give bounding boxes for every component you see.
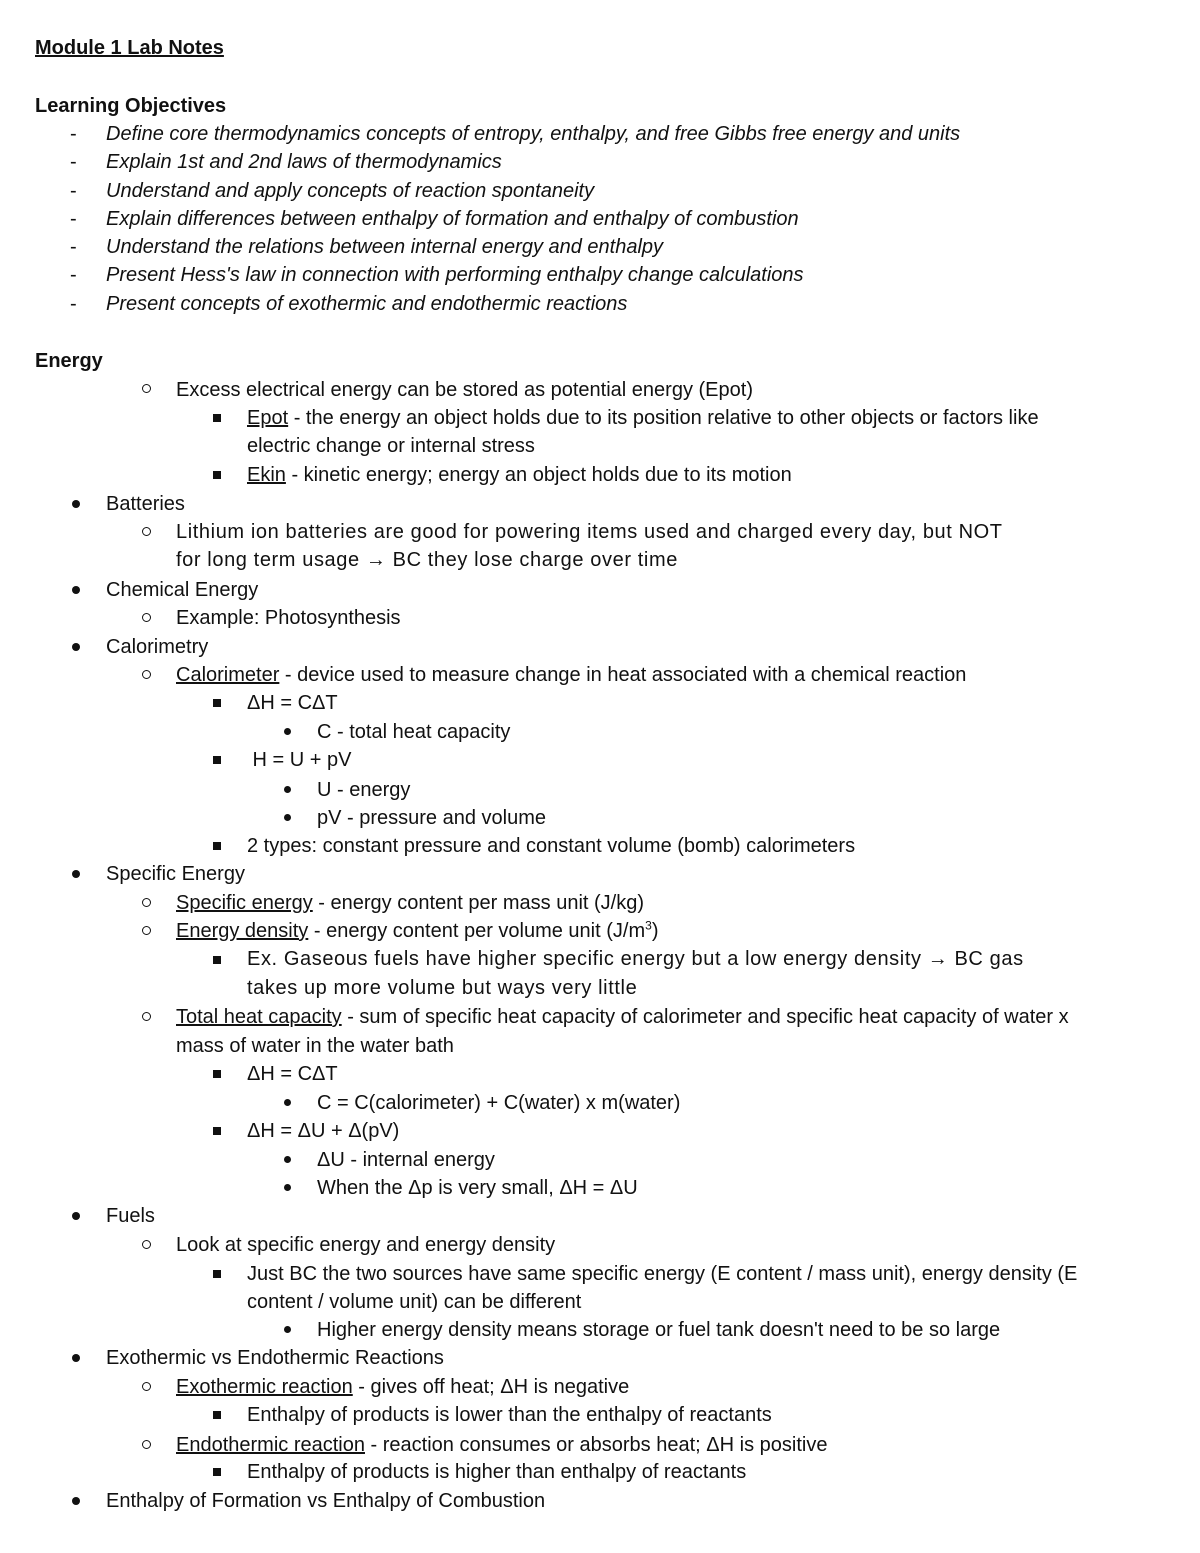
definition: - energy content per volume unit (J/m [308, 920, 646, 942]
square-bullet [213, 471, 221, 479]
hollow-bullet [142, 1240, 151, 1249]
dash-bullet: - [70, 264, 77, 286]
list-item: 2 types: constant pressure and constant volume (bomb) calorimeters [247, 835, 856, 857]
list-item [176, 1003, 1069, 1031]
square-bullet [213, 414, 221, 422]
filled-bullet [72, 1212, 80, 1220]
objective-item: Understand the relations between internal energy and enthalpy [106, 236, 664, 258]
definition: - kinetic energy; energy an object holds due to its motion [285, 464, 792, 486]
term-ekin: Ekin [247, 464, 286, 486]
list-item: Enthalpy of products is higher than enthalpy of reactants [247, 1461, 747, 1483]
hollow-bullet [142, 613, 151, 622]
definition: - device used to measure change in heat associated with a chemical reaction [279, 664, 967, 686]
term-total-heat-capacity: Total heat capacity [176, 1006, 342, 1028]
list-item: Enthalpy of Formation vs Enthalpy of Combustion [106, 1490, 546, 1512]
hollow-bullet [142, 384, 151, 393]
equation: H = U + pV [247, 749, 352, 771]
filled-bullet [72, 643, 80, 651]
dash-bullet: - [70, 180, 77, 202]
equation: ΔH = ΔU + Δ(pV) [247, 1120, 400, 1142]
filled-bullet [284, 1326, 291, 1333]
list-item: Specific Energy [106, 863, 245, 885]
list-item: Chemical Energy [106, 579, 259, 601]
list-item: Batteries [106, 493, 185, 515]
list-item-continuation: for long term usage → BC they lose charge over time [176, 549, 678, 571]
equation: ΔH = CΔT [247, 1063, 338, 1085]
list-item [247, 404, 1039, 432]
definition: - reaction consumes or absorbs heat; ΔH is positive [364, 1434, 828, 1456]
list-item-continuation: content / volume unit) can be different [247, 1291, 582, 1313]
list-item [247, 461, 792, 489]
list-item: When the Δp is very small, ΔH = ΔU [317, 1177, 638, 1199]
square-bullet [213, 1270, 221, 1278]
list-item: C - total heat capacity [317, 721, 511, 743]
list-item: pV - pressure and volume [317, 807, 547, 829]
filled-bullet [284, 1184, 291, 1191]
hollow-bullet [142, 926, 151, 935]
square-bullet [213, 1127, 221, 1135]
objective-item: Define core thermodynamics concepts of entropy, enthalpy, and free Gibbs free energy and units [106, 123, 961, 145]
list-item: Example: Photosynthesis [176, 607, 401, 629]
term-endothermic: Endothermic reaction [176, 1434, 365, 1456]
filled-bullet [72, 1497, 80, 1505]
filled-bullet [72, 870, 80, 878]
term-calorimeter: Calorimeter [176, 664, 280, 686]
list-item: ΔU - internal energy [317, 1149, 495, 1171]
list-item: Calorimetry [106, 636, 209, 658]
filled-bullet [284, 814, 291, 821]
filled-bullet [284, 786, 291, 793]
list-item: Look at specific energy and energy density [176, 1234, 556, 1256]
definition: - energy content per mass unit (J/kg) [312, 892, 644, 914]
filled-bullet [284, 728, 291, 735]
learning-objectives-heading: Learning Objectives [35, 95, 227, 117]
filled-bullet [72, 1354, 80, 1362]
list-item [176, 889, 644, 917]
list-item-continuation: mass of water in the water bath [176, 1035, 454, 1057]
dash-bullet: - [70, 293, 77, 315]
list-item: U - energy [317, 779, 411, 801]
document-title: Module 1 Lab Notes [35, 37, 224, 59]
objective-item: Present concepts of exothermic and endothermic reactions [106, 293, 628, 315]
hollow-bullet [142, 1012, 151, 1021]
objective-item: Explain 1st and 2nd laws of thermodynamics [106, 151, 502, 173]
filled-bullet [72, 500, 80, 508]
list-item: Excess electrical energy can be stored as potential energy (Epot) [176, 379, 753, 401]
list-item [176, 1373, 629, 1401]
definition: - gives off heat; ΔH is negative [352, 1376, 630, 1398]
dash-bullet: - [70, 123, 77, 145]
hollow-bullet [142, 527, 151, 536]
superscript: 3 [645, 918, 652, 933]
term-exothermic: Exothermic reaction [176, 1376, 353, 1398]
square-bullet [213, 842, 221, 850]
square-bullet [213, 1411, 221, 1419]
filled-bullet [284, 1099, 291, 1106]
square-bullet [213, 699, 221, 707]
list-item: Fuels [106, 1205, 155, 1227]
list-item [176, 917, 658, 945]
hollow-bullet [142, 1382, 151, 1391]
definition: - sum of specific heat capacity of calorimeter and specific heat capacity of water x [341, 1006, 1069, 1028]
list-item: Just BC the two sources have same specific energy (E content / mass unit), energy density (E [247, 1263, 1078, 1285]
hollow-bullet [142, 670, 151, 679]
dash-bullet: - [70, 208, 77, 230]
objective-item: Understand and apply concepts of reaction spontaneity [106, 180, 595, 202]
hollow-bullet [142, 898, 151, 907]
list-item: Higher energy density means storage or fuel tank doesn't need to be so large [317, 1319, 1001, 1341]
definition-close: ) [651, 920, 659, 942]
square-bullet [213, 956, 221, 964]
list-item [176, 1431, 827, 1459]
square-bullet [213, 756, 221, 764]
list-item: Exothermic vs Endothermic Reactions [106, 1347, 444, 1369]
hollow-bullet [142, 1440, 151, 1449]
list-item: Ex. Gaseous fuels have higher specific energy but a low energy density → BC gas [247, 948, 1024, 970]
list-item [176, 661, 966, 689]
term-specific-energy: Specific energy [176, 892, 313, 914]
list-item: Lithium ion batteries are good for powering items used and charged every day, but NOT [176, 521, 1003, 543]
square-bullet [213, 1468, 221, 1476]
equation: ΔH = CΔT [247, 692, 338, 714]
objective-item: Present Hess's law in connection with performing enthalpy change calculations [106, 264, 804, 286]
objective-item: Explain differences between enthalpy of formation and enthalpy of combustion [106, 208, 799, 230]
dash-bullet: - [70, 151, 77, 173]
term-epot: Epot [247, 407, 289, 429]
list-item: C = C(calorimeter) + C(water) x m(water) [317, 1092, 681, 1114]
list-item-continuation: takes up more volume but ways very little [247, 977, 638, 999]
filled-bullet [284, 1156, 291, 1163]
term-energy-density: Energy density [176, 920, 309, 942]
definition: - the energy an object holds due to its position relative to other objects or factors like [288, 407, 1039, 429]
list-item-continuation: electric change or internal stress [247, 435, 535, 457]
square-bullet [213, 1070, 221, 1078]
filled-bullet [72, 586, 80, 594]
dash-bullet: - [70, 236, 77, 258]
energy-heading: Energy [35, 350, 103, 372]
list-item: Enthalpy of products is lower than the enthalpy of reactants [247, 1404, 772, 1426]
